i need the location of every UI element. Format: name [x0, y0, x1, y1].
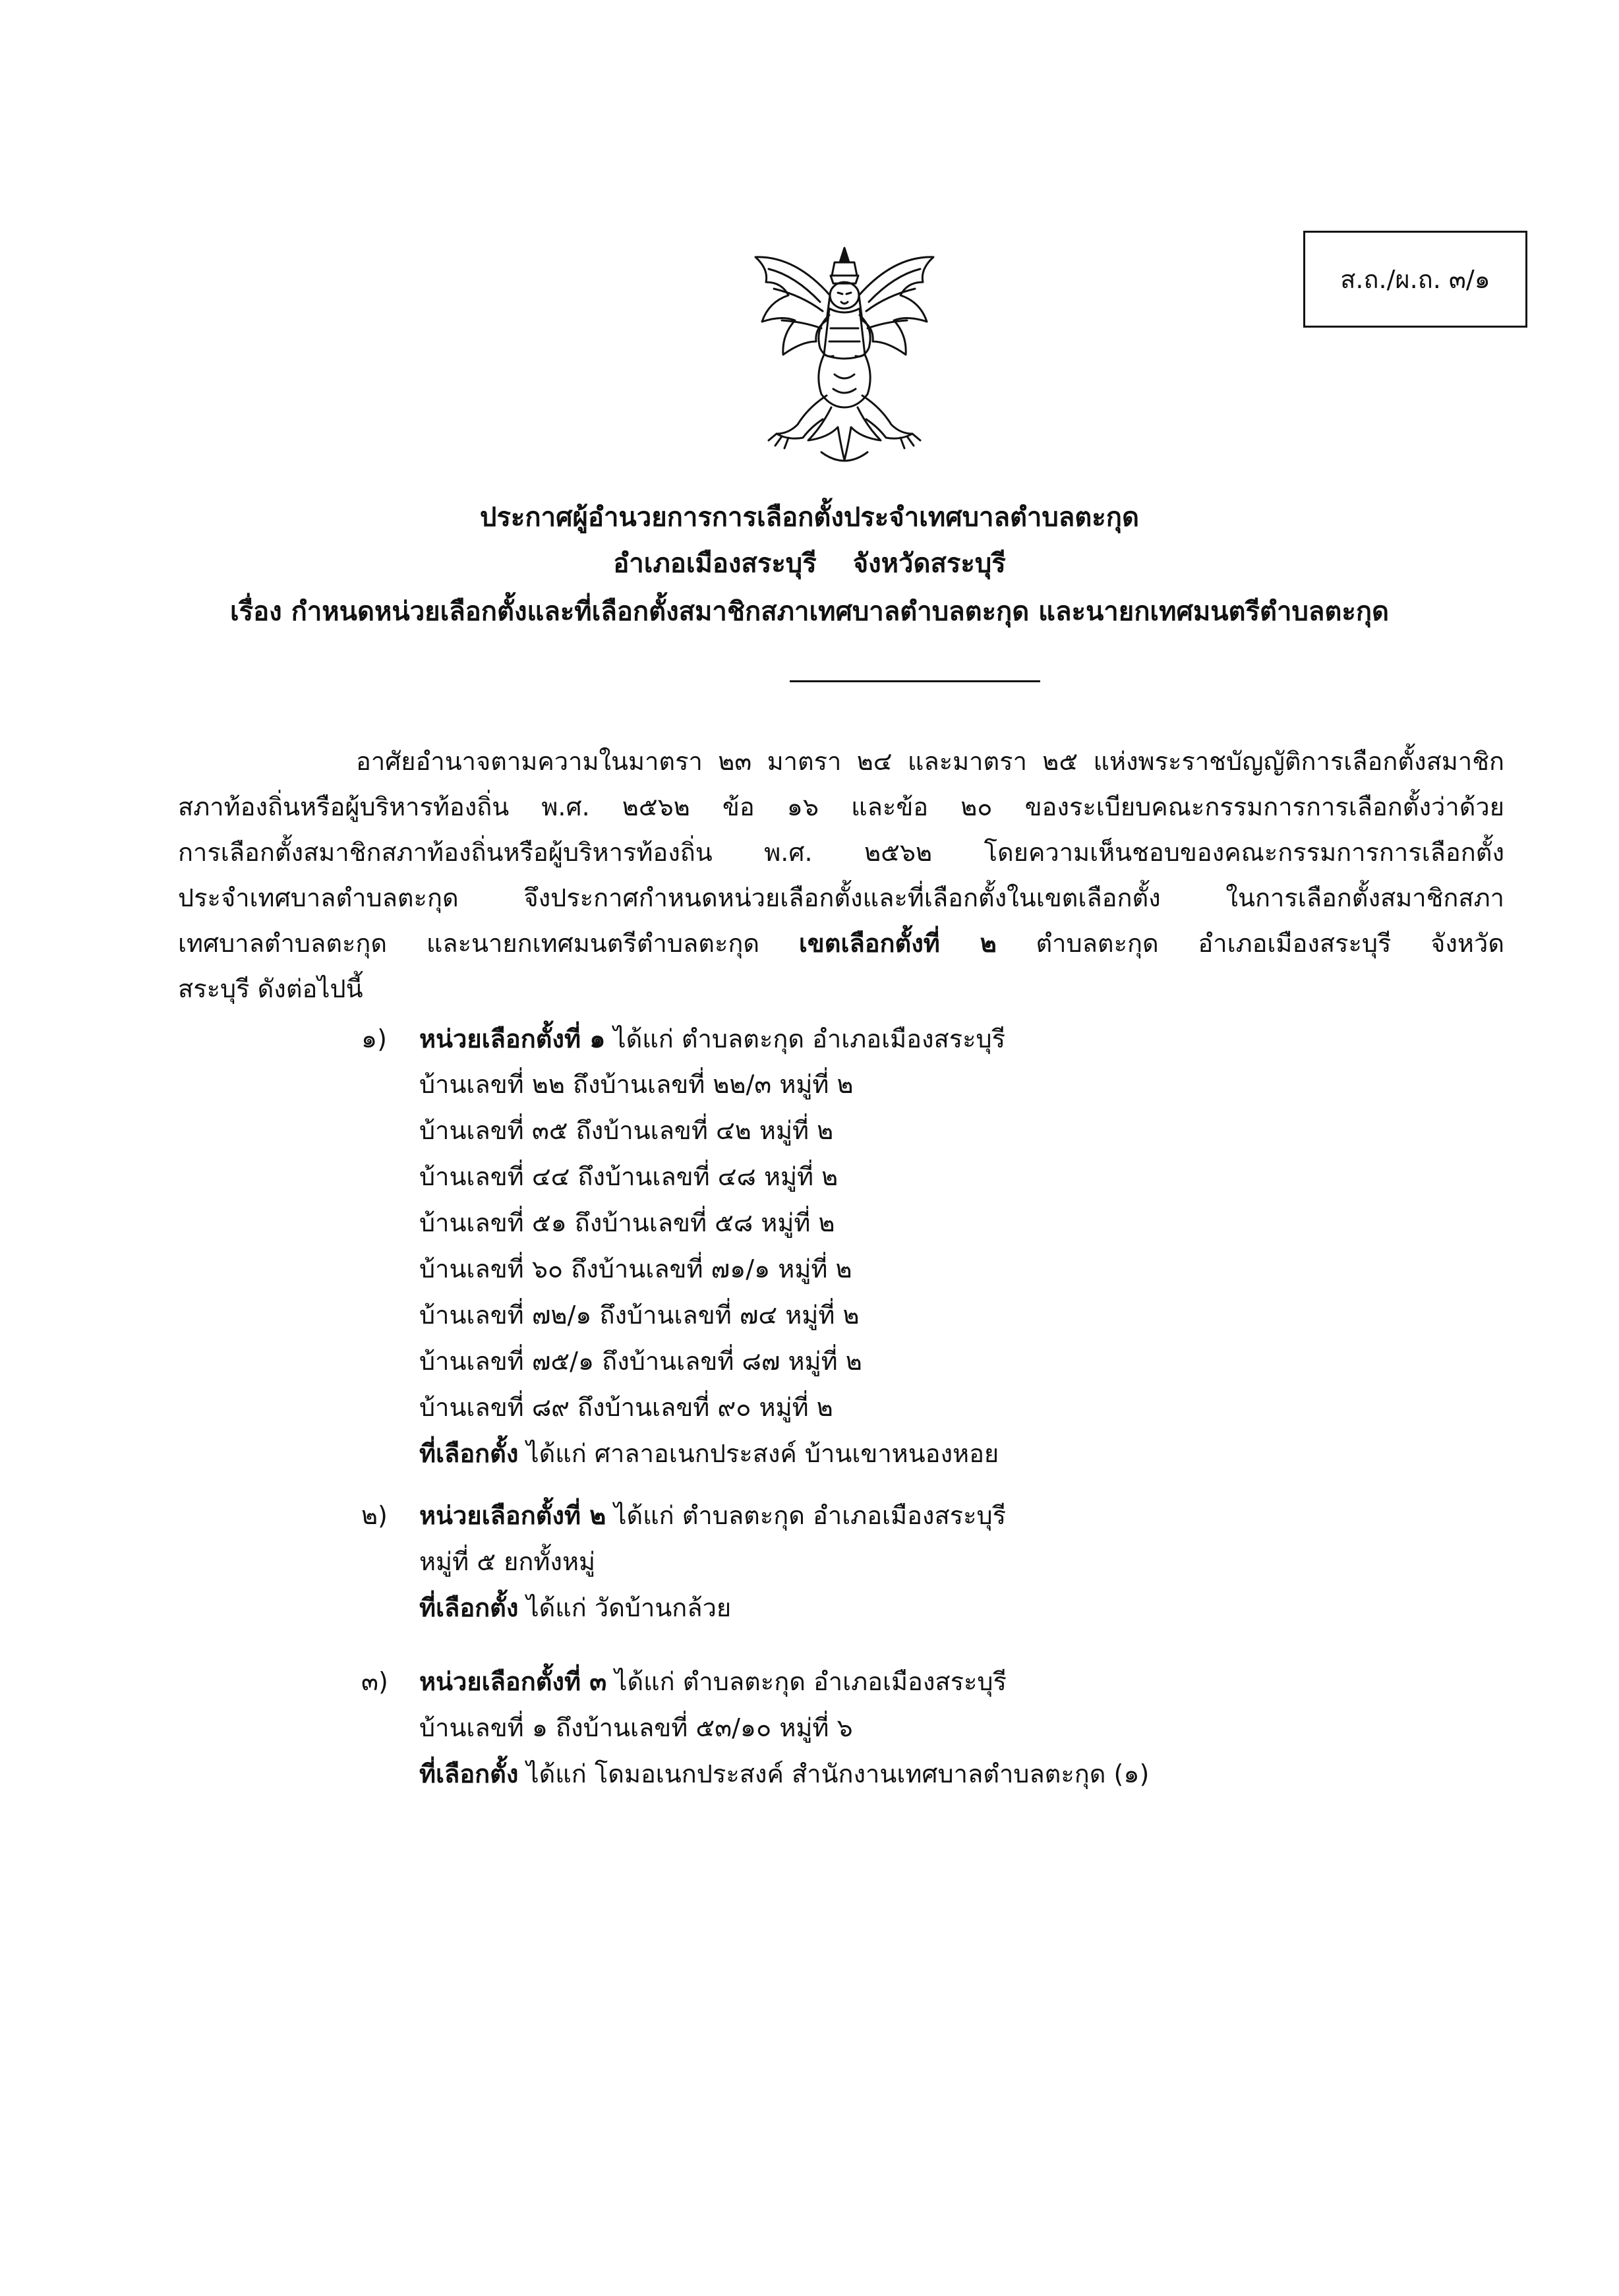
unit-3-venue-value: ได้แก่ โดมอเนกประสงค์ สำนักงานเทศบาลตำบลตะกุด (๑) [526, 1759, 1150, 1788]
header-subject: เรื่อง กำหนดหน่วยเลือกตั้งและที่เลือกตั้งสมาชิกสภาเทศบาลตำบลตะกุด และนายกเทศมนตรีตำบลตะกุด [229, 597, 1390, 627]
unit-2-heading [419, 1495, 1006, 1535]
unit-1-venue [419, 1433, 999, 1473]
header-line-1: ประกาศผู้อำนวยการการเลือกตั้งประจำเทศบาลตำบลตะกุด [480, 502, 1139, 533]
unit-3-number: ๓) [361, 1667, 388, 1696]
unit-3-venue-label: ที่เลือกตั้ง [419, 1759, 519, 1788]
unit-1-number: ๑) [361, 1024, 387, 1053]
form-code: ส.ถ./ผ.ถ. ๓/๑ [1340, 265, 1490, 294]
intro-line-2: สภาท้องถิ่นหรือผู้บริหารท้องถิ่น พ.ศ. ๒๕๖๒ ข้อ ๑๖ และข้อ ๒๐ ของระเบียบคณะกรรมการการเลือกตั้งว่าด้วย [178, 792, 1504, 821]
unit-2-range-1: หมู่ที่ ๕ ยกทั้งหมู่ [419, 1547, 596, 1576]
unit-3-area: ได้แก่ ตำบลตะกุด อำเภอเมืองสระบุรี [614, 1667, 1007, 1696]
unit-1-heading [419, 1018, 1005, 1059]
unit-3-range-1: บ้านเลขที่ ๑ ถึงบ้านเลขที่ ๕๓/๑๐ หมู่ที่ ๖ [419, 1713, 853, 1742]
unit-1-range-4: บ้านเลขที่ ๕๑ ถึงบ้านเลขที่ ๕๘ หมู่ที่ ๒ [419, 1208, 835, 1237]
header-province: จังหวัดสระบุรี [852, 548, 1006, 579]
unit-2-venue [419, 1587, 731, 1628]
header-divider [790, 680, 1040, 682]
intro-line-1: อาศัยอำนาจตามความในมาตรา ๒๓ มาตรา ๒๔ และมาตรา ๒๕ แห่งพระราชบัญญัติการเลือกตั้งสมาชิก [356, 747, 1504, 776]
unit-1-range-6: บ้านเลขที่ ๗๒/๑ ถึงบ้านเลขที่ ๗๔ หมู่ที่ ๒ [419, 1301, 860, 1330]
unit-1-range-1: บ้านเลขที่ ๒๒ ถึงบ้านเลขที่ ๒๒/๓ หมู่ที่ ๒ [419, 1070, 854, 1099]
unit-1-venue-label: ที่เลือกตั้ง [419, 1439, 519, 1468]
unit-1-range-3: บ้านเลขที่ ๔๔ ถึงบ้านเลขที่ ๔๘ หมู่ที่ ๒ [419, 1162, 839, 1191]
unit-1-label: หน่วยเลือกตั้งที่ ๑ [419, 1024, 606, 1053]
intro-line-6: สระบุรี ดังต่อไปนี้ [178, 974, 363, 1003]
unit-2-venue-label: ที่เลือกตั้ง [419, 1593, 519, 1622]
form-code-box [1303, 231, 1527, 328]
electoral-district: เขตเลือกตั้งที่ ๒ [798, 929, 997, 958]
unit-3-venue [419, 1753, 1149, 1794]
unit-3-label: หน่วยเลือกตั้งที่ ๓ [419, 1667, 607, 1696]
intro-line-3: การเลือกตั้งสมาชิกสภาท้องถิ่นหรือผู้บริหารท้องถิ่น พ.ศ. ๒๕๖๒ โดยความเห็นชอบของคณะกรรมการการเลือกตั้ง [178, 838, 1504, 867]
unit-1-venue-value: ได้แก่ ศาลาอเนกประสงค์ บ้านเขาหนองหอย [526, 1439, 999, 1468]
unit-2-number: ๒) [361, 1501, 388, 1530]
unit-2-label: หน่วยเลือกตั้งที่ ๒ [419, 1501, 606, 1530]
intro-line-4: ประจำเทศบาลตำบลตะกุด จึงประกาศกำหนดหน่วยเลือกตั้งและที่เลือกตั้งในเขตเลือกตั้ง ในการเลือกตั้งสมาชิกสภา [178, 883, 1504, 912]
header-district: อำเภอเมืองสระบุรี [613, 548, 817, 579]
header-line-2 [0, 542, 1619, 584]
unit-1-range-7: บ้านเลขที่ ๗๕/๑ ถึงบ้านเลขที่ ๘๗ หมู่ที่ ๒ [419, 1347, 862, 1376]
intro-line-5-a: เทศบาลตำบลตะกุด และนายกเทศมนตรีตำบลตะกุด [178, 929, 760, 958]
unit-1-range-5: บ้านเลขที่ ๖๐ ถึงบ้านเลขที่ ๗๑/๑ หมู่ที่ ๒ [419, 1254, 852, 1283]
unit-1-range-2: บ้านเลขที่ ๓๕ ถึงบ้านเลขที่ ๔๒ หมู่ที่ ๒ [419, 1116, 834, 1145]
unit-3-heading [419, 1661, 1007, 1701]
unit-1-range-8: บ้านเลขที่ ๘๙ ถึงบ้านเลขที่ ๙๐ หมู่ที่ ๒ [419, 1393, 833, 1422]
unit-2-venue-value: ได้แก่ วัดบ้านกล้วย [526, 1593, 732, 1622]
unit-2-area: ได้แก่ ตำบลตะกุด อำเภอเมืองสระบุรี [614, 1501, 1007, 1530]
intro-line-5 [178, 923, 1504, 963]
garuda-emblem-icon [742, 243, 947, 471]
intro-line-5-c: ตำบลตะกุด อำเภอเมืองสระบุรี จังหวัด [1036, 929, 1504, 958]
unit-1-area: ได้แก่ ตำบลตะกุด อำเภอเมืองสระบุรี [613, 1024, 1006, 1053]
